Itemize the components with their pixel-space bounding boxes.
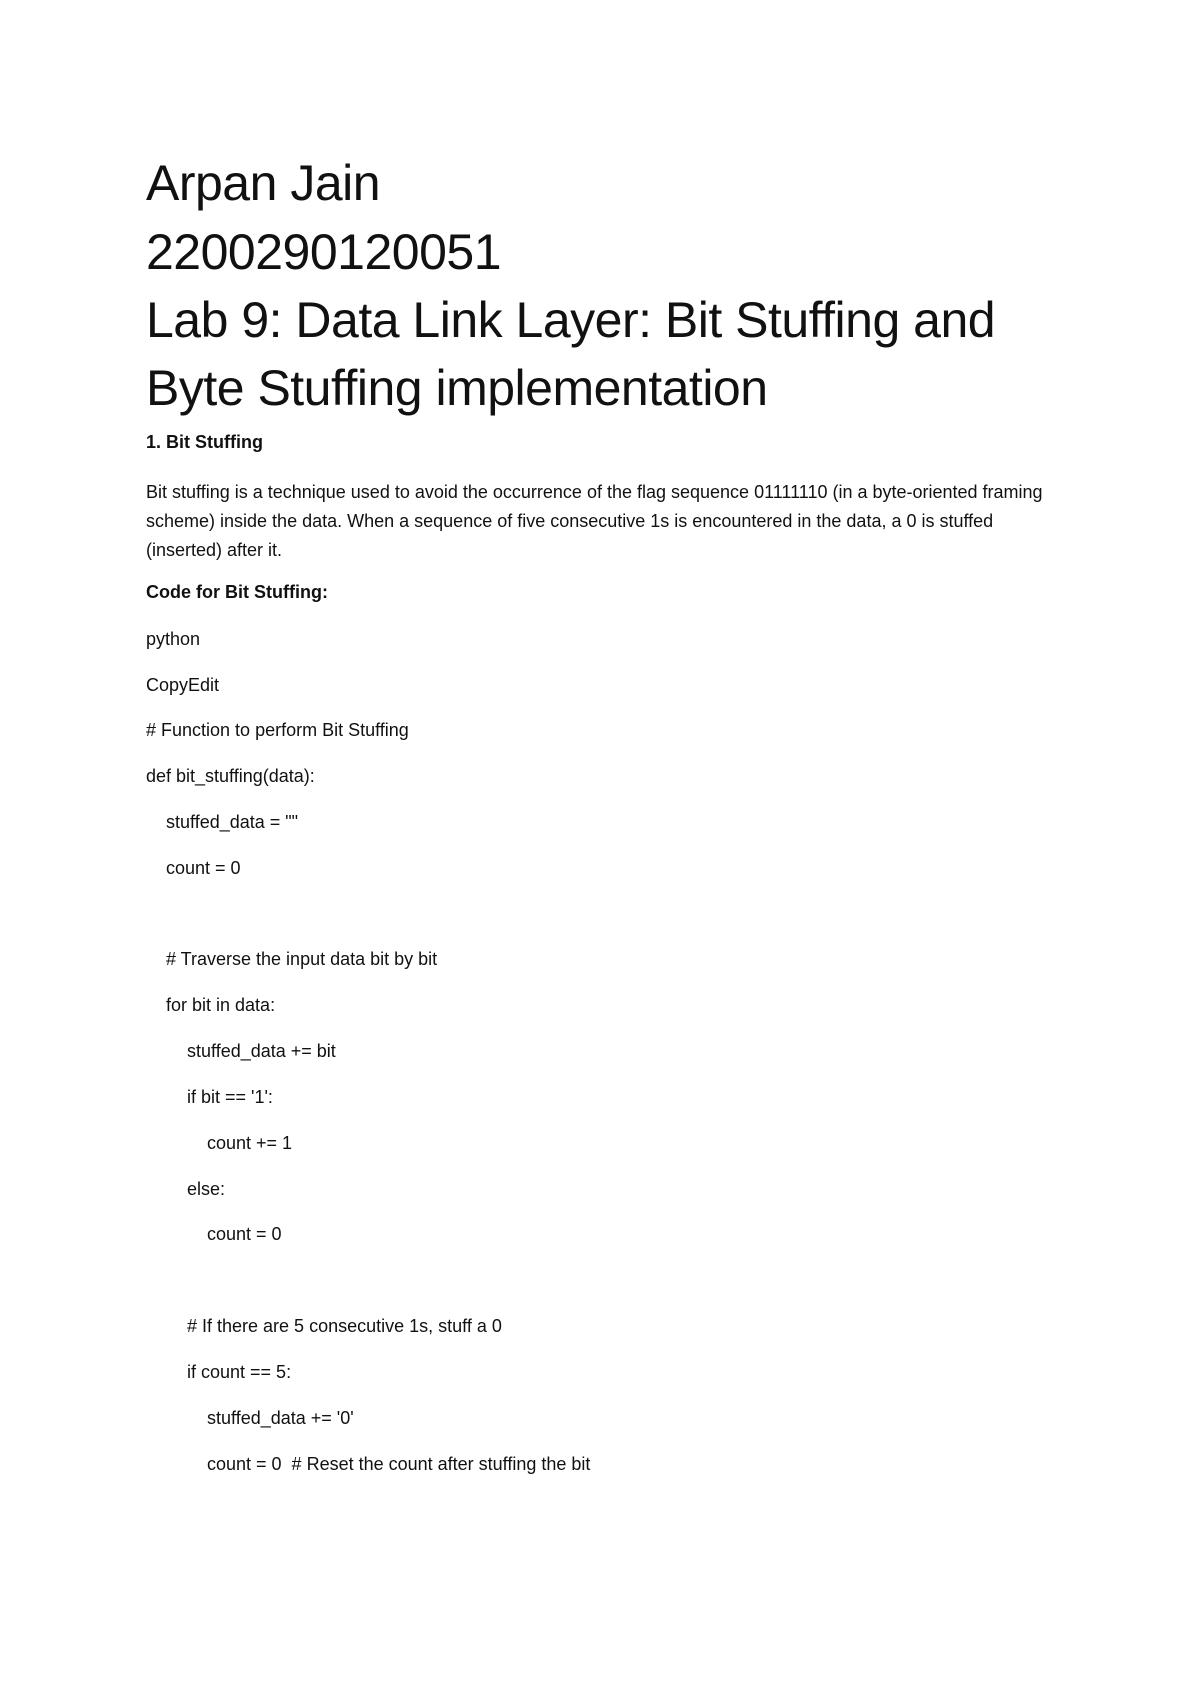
code-line: count += 1 [207, 1133, 293, 1153]
section-heading: 1. Bit Stuffing [146, 432, 263, 452]
code-heading: Code for Bit Stuffing: [146, 582, 328, 602]
lab-title-line-1: Lab 9: Data Link Layer: Bit Stuffing and [146, 292, 996, 348]
code-line: stuffed_data = "" [166, 812, 299, 832]
code-line: stuffed_data += '0' [207, 1408, 354, 1428]
code-line: count = 0 [166, 858, 241, 878]
lab-title-line-2: Byte Stuffing implementation [146, 360, 768, 416]
code-line: # Function to perform Bit Stuffing [146, 720, 409, 740]
code-line: for bit in data: [166, 995, 276, 1015]
copy-edit-label: CopyEdit [146, 675, 220, 695]
author-name: Arpan Jain [146, 155, 381, 211]
code-line: # If there are 5 consecutive 1s, stuff a 0 [187, 1316, 502, 1336]
code-line: def bit_stuffing(data): [146, 766, 315, 786]
code-line: count = 0 [207, 1224, 282, 1244]
section-paragraph: Bit stuffing is a technique used to avoid the occurrence of the flag sequence 01111110 (in a byte-oriented framing scheme) inside the data. When a sequence of five consecutive 1s is encountered in the data, a 0 is stuffed (inserted) after it. [146, 482, 1043, 560]
code-line: else: [187, 1179, 226, 1199]
code-line: count = 0 # Reset the count after stuffing the bit [207, 1454, 591, 1474]
roll-number: 2200290120051 [146, 224, 501, 280]
code-line: # Traverse the input data bit by bit [166, 949, 438, 969]
code-line: if count == 5: [187, 1362, 292, 1382]
code-line: stuffed_data += bit [187, 1041, 336, 1061]
code-language-label: python [146, 629, 201, 649]
code-line: if bit == '1': [187, 1087, 273, 1107]
